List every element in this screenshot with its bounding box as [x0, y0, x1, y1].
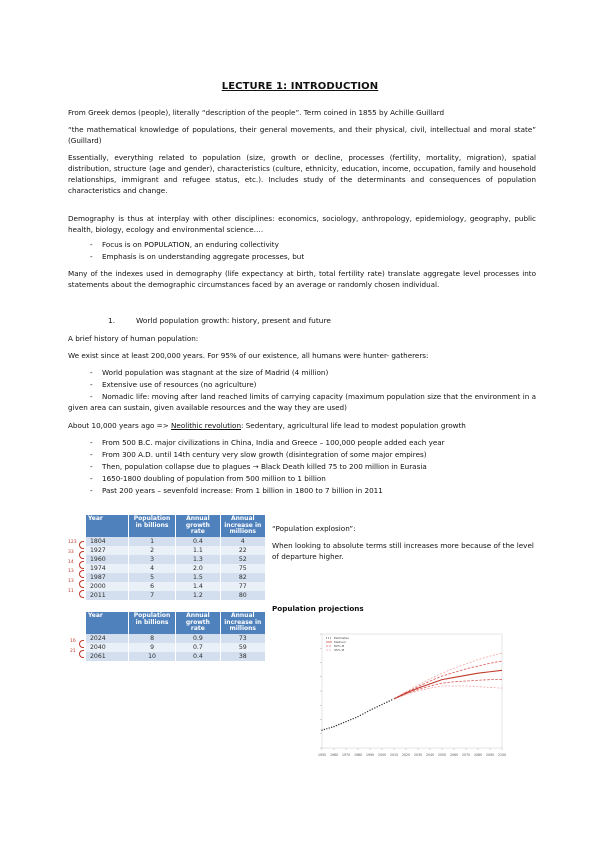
estimate-point: [338, 724, 339, 725]
header-population: Population in billions: [128, 612, 175, 634]
bullet-text: World population was stagnant at the size of Madrid (4 million): [102, 368, 329, 377]
estimate-point: [345, 721, 346, 722]
cell-growth-rate: 1.1: [176, 546, 220, 555]
cell-year: 1804: [86, 537, 128, 546]
estimate-point: [343, 722, 344, 723]
cell-year: 2024: [86, 634, 128, 643]
cell-growth-rate: 1.2: [176, 591, 220, 600]
cell-growth-rate: 2.0: [176, 564, 220, 573]
estimate-point: [372, 708, 373, 709]
neolithic-post: : Sedentary, agricultural life lead to modest population growth: [241, 421, 466, 430]
header-year: Year: [86, 515, 128, 537]
estimate-point: [362, 713, 363, 714]
cell-year: 2040: [86, 643, 128, 652]
estimate-point: [377, 706, 378, 707]
cell-growth-rate: 0.4: [176, 652, 220, 661]
x-tick-label: 1950: [317, 753, 327, 757]
cell-population: 8: [128, 634, 175, 643]
legend-label: Medium: [334, 640, 346, 644]
table-row: [86, 591, 266, 600]
estimate-point: [353, 718, 354, 719]
table-row: [86, 582, 266, 591]
population-projection-chart: [314, 630, 510, 762]
bracket-mark: [79, 640, 84, 648]
cell-population: 5: [128, 573, 175, 582]
projections-title: Population projections: [272, 604, 364, 613]
cell-increase: 38: [220, 652, 265, 661]
table-row: [86, 652, 266, 661]
annotation-label: 14: [68, 559, 74, 565]
bullet-500bc: - From 500 B.C. major civilizations in China, India and Greece – 100,000 people added each year: [90, 437, 536, 448]
table-header-row: [86, 612, 266, 634]
cell-increase: 82: [220, 573, 265, 582]
estimate-point: [386, 702, 387, 703]
x-tick-label: 2050: [437, 753, 447, 757]
legend-label: Estimates: [334, 636, 349, 640]
x-tick-label: 2000: [377, 753, 387, 757]
subheading-brief-history: A brief history of human population:: [68, 334, 199, 343]
bullet-text: From 300 A.D. until 14th century very slow growth (disintegration of some major empires): [102, 450, 427, 459]
bullet-text: 1650-1800 doubling of population from 500 million to 1 billion: [102, 474, 326, 483]
bullet-text: Then, population collapse due to plagues → Black Death killed 75 to 200 million in Eurasia: [102, 462, 427, 471]
estimate-point: [367, 711, 368, 712]
table-row: [86, 643, 266, 652]
paragraph-origin: From Greek demos (people), literally “description of the people”. Term coined in 1855 by Achille Guillard: [68, 108, 445, 117]
annotation-label: 11: [68, 589, 74, 594]
bracket-mark: [79, 650, 84, 658]
cell-year: 2000: [86, 582, 128, 591]
paragraph-neolithic: [68, 420, 536, 431]
estimate-point: [321, 729, 322, 730]
estimate-point: [389, 700, 390, 701]
x-tick-label: 1990: [365, 753, 375, 757]
x-tick-label: 1980: [353, 753, 363, 757]
x-tick-label: 2030: [413, 753, 423, 757]
estimate-point: [324, 729, 325, 730]
table-row: [86, 634, 266, 643]
estimate-point: [365, 712, 366, 713]
cell-population: 7: [128, 591, 175, 600]
estimate-point: [336, 725, 337, 726]
header-growth-rate: Annual growth rate: [176, 612, 220, 634]
x-tick-label: 1960: [329, 753, 339, 757]
table-body: [86, 634, 266, 661]
cell-year: 1974: [86, 564, 128, 573]
x-tick-label: 2090: [485, 753, 495, 757]
header-year: Year: [86, 612, 128, 634]
paragraph-guillard-quote: “the mathematical knowledge of populations, their general movements, and their physical, civil, intellectual and moral state” (Guillard): [68, 125, 536, 145]
cell-year: 2061: [86, 652, 128, 661]
table-row: [86, 537, 266, 546]
cell-growth-rate: 1.4: [176, 582, 220, 591]
bullet-text: From 500 B.C. major civilizations in China, India and Greece – 100,000 people added each year: [102, 438, 445, 447]
estimate-point: [374, 707, 375, 708]
estimate-point: [391, 699, 392, 700]
cell-growth-rate: 1.3: [176, 555, 220, 564]
annotation-label: 13: [68, 569, 74, 575]
bracket-mark: [79, 551, 84, 559]
estimate-point: [360, 715, 361, 716]
bullet-1650: - 1650-1800 doubling of population from 500 million to 1 billion: [90, 473, 536, 484]
bullet-text: Extensive use of resources (no agriculture): [102, 380, 257, 389]
cell-increase: 80: [220, 591, 265, 600]
estimate-point: [384, 703, 385, 704]
bullet-text: Nomadic life: moving after land reached limits of carrying capacity (maximum population size that the environment in a given area can sustain, given available resources and the way they are used): [68, 392, 536, 412]
section-heading: [108, 316, 331, 325]
paragraph-interplay: Demography is thus at interplay with other disciplines: economics, sociology, anthropology, epidemiology, geography, public health, biology, ecology and environmental science….: [68, 214, 536, 234]
table-row: [86, 555, 266, 564]
estimate-point: [348, 720, 349, 721]
annotation-label: 33: [68, 549, 74, 555]
cell-year: 1960: [86, 555, 128, 564]
x-tick-label: 2040: [425, 753, 435, 757]
cell-growth-rate: 1.5: [176, 573, 220, 582]
table-body: [86, 537, 266, 600]
estimate-point: [355, 717, 356, 718]
cell-growth-rate: 0.7: [176, 643, 220, 652]
legend-label: 95% PI: [334, 648, 345, 652]
bullet-madrid: - World population was stagnant at the size of Madrid (4 million): [90, 367, 536, 378]
x-tick-label: 1970: [341, 753, 351, 757]
cell-increase: 75: [220, 564, 265, 573]
estimate-point: [341, 723, 342, 724]
paragraph-indexes: Many of the indexes used in demography (life expectancy at birth, total fertility rate) translate aggregate level processes into statements about the demographic circumstances faced by an average or randomly chosen individual.: [68, 269, 536, 289]
annotation-label: 13: [68, 579, 74, 585]
bullet-focus: - Focus is on POPULATION, an enduring collectivity: [90, 239, 536, 250]
estimate-point: [326, 728, 327, 729]
cell-increase: 77: [220, 582, 265, 591]
page-title: LECTURE 1: INTRODUCTION: [221, 81, 379, 92]
estimate-point: [331, 727, 332, 728]
cell-population: 6: [128, 582, 175, 591]
estimate-point: [329, 727, 330, 728]
estimate-point: [350, 719, 351, 720]
estimate-point: [357, 716, 358, 717]
cell-growth-rate: 0.4: [176, 537, 220, 546]
table-header-row: [86, 515, 266, 537]
bullet-200-years: - Past 200 years – sevenfold increase: From 1 billion in 1800 to 7 billion in 2011: [90, 485, 536, 496]
paragraph-hunter-gatherers: We exist since at least 200,000 years. For 95% of our existence, all humans were hunter- gatherers:: [68, 351, 429, 360]
cell-increase: 4: [220, 537, 265, 546]
x-tick-label: 2010: [389, 753, 399, 757]
x-tick-label: 2100: [497, 753, 507, 757]
neolithic-pre: About 10,000 years ago =>: [68, 421, 172, 430]
estimate-point: [333, 726, 334, 727]
estimate-point: [369, 710, 370, 711]
header-population: Population in billions: [128, 515, 175, 537]
table-row: [86, 573, 266, 582]
x-tick-label: 2060: [449, 753, 459, 757]
cell-population: 2: [128, 546, 175, 555]
bullet-nomadic: - Nomadic life: moving after land reached limits of carrying capacity (maximum population size that the environment in a given area can sustain, given available resources and the way they are used): [68, 392, 536, 412]
x-tick-label: 2070: [461, 753, 471, 757]
annotation-label: 16: [70, 639, 76, 644]
x-tick-label: 2020: [401, 753, 411, 757]
header-annual-increase: Annual increase in millions: [220, 515, 265, 537]
bullet-text: Emphasis is on understanding aggregate processes, but: [102, 252, 305, 261]
bullet-resources: - Extensive use of resources (no agriculture): [90, 379, 536, 390]
cell-growth-rate: 0.9: [176, 634, 220, 643]
estimate-point: [379, 705, 380, 706]
section-title: World population growth: history, present and future: [136, 316, 331, 325]
bullet-plagues: - Then, population collapse due to plagues → Black Death killed 75 to 200 million in Eurasia: [90, 461, 536, 472]
cell-population: 3: [128, 555, 175, 564]
section-number: 1.: [108, 316, 116, 325]
bracket-mark: [79, 541, 84, 549]
cell-population: 10: [128, 652, 175, 661]
cell-year: 1927: [86, 546, 128, 555]
bullet-300ad: - From 300 A.D. until 14th century very slow growth (disintegration of some major empires): [90, 449, 536, 460]
bracket-mark: [79, 570, 84, 578]
cell-increase: 73: [220, 634, 265, 643]
cell-population: 4: [128, 564, 175, 573]
header-growth-rate: Annual growth rate: [176, 515, 220, 537]
cell-year: 2011: [86, 591, 128, 600]
x-tick-label: 2080: [473, 753, 483, 757]
explosion-title: “Population explosion”:: [272, 524, 356, 533]
legend-label: 80% PI: [334, 644, 345, 648]
estimate-point: [381, 704, 382, 705]
table-row: [86, 546, 266, 555]
cell-increase: 52: [220, 555, 265, 564]
paragraph-scope: Essentially, everything related to population (size, growth or decline, processes (fertility, mortality, migration), spatial distribution, structure (age and gender), characteristics (culture, ethnicity, education, income, occupation, family and household relationships, immigrant and refugee status, etc.). Includes study of the determinants and consequences of population characteristics and change.: [68, 153, 536, 195]
cell-year: 1987: [86, 573, 128, 582]
population-history-table: [86, 515, 266, 600]
annotation-label: 123: [68, 540, 77, 545]
bullet-text: Past 200 years – sevenfold increase: From 1 billion in 1800 to 7 billion in 2011: [102, 486, 383, 495]
bracket-mark: [79, 590, 84, 598]
neolithic-link: Neolithic revolution: [171, 421, 242, 430]
cell-population: 9: [128, 643, 175, 652]
annotation-label: 21: [70, 649, 76, 654]
cell-increase: 22: [220, 546, 265, 555]
bracket-mark: [79, 561, 84, 569]
cell-population: 1: [128, 537, 175, 546]
bullet-emphasis: - Emphasis is on understanding aggregate processes, but: [90, 251, 536, 262]
explosion-text: When looking to absolute terms still increases more because of the level of departure higher.: [272, 541, 534, 561]
table-row: [86, 564, 266, 573]
bullet-text: Focus is on POPULATION, an enduring collectivity: [102, 240, 279, 249]
cell-increase: 59: [220, 643, 265, 652]
population-projection-table: [86, 612, 266, 661]
bracket-mark: [79, 580, 84, 588]
header-annual-increase: Annual increase in millions: [220, 612, 265, 634]
